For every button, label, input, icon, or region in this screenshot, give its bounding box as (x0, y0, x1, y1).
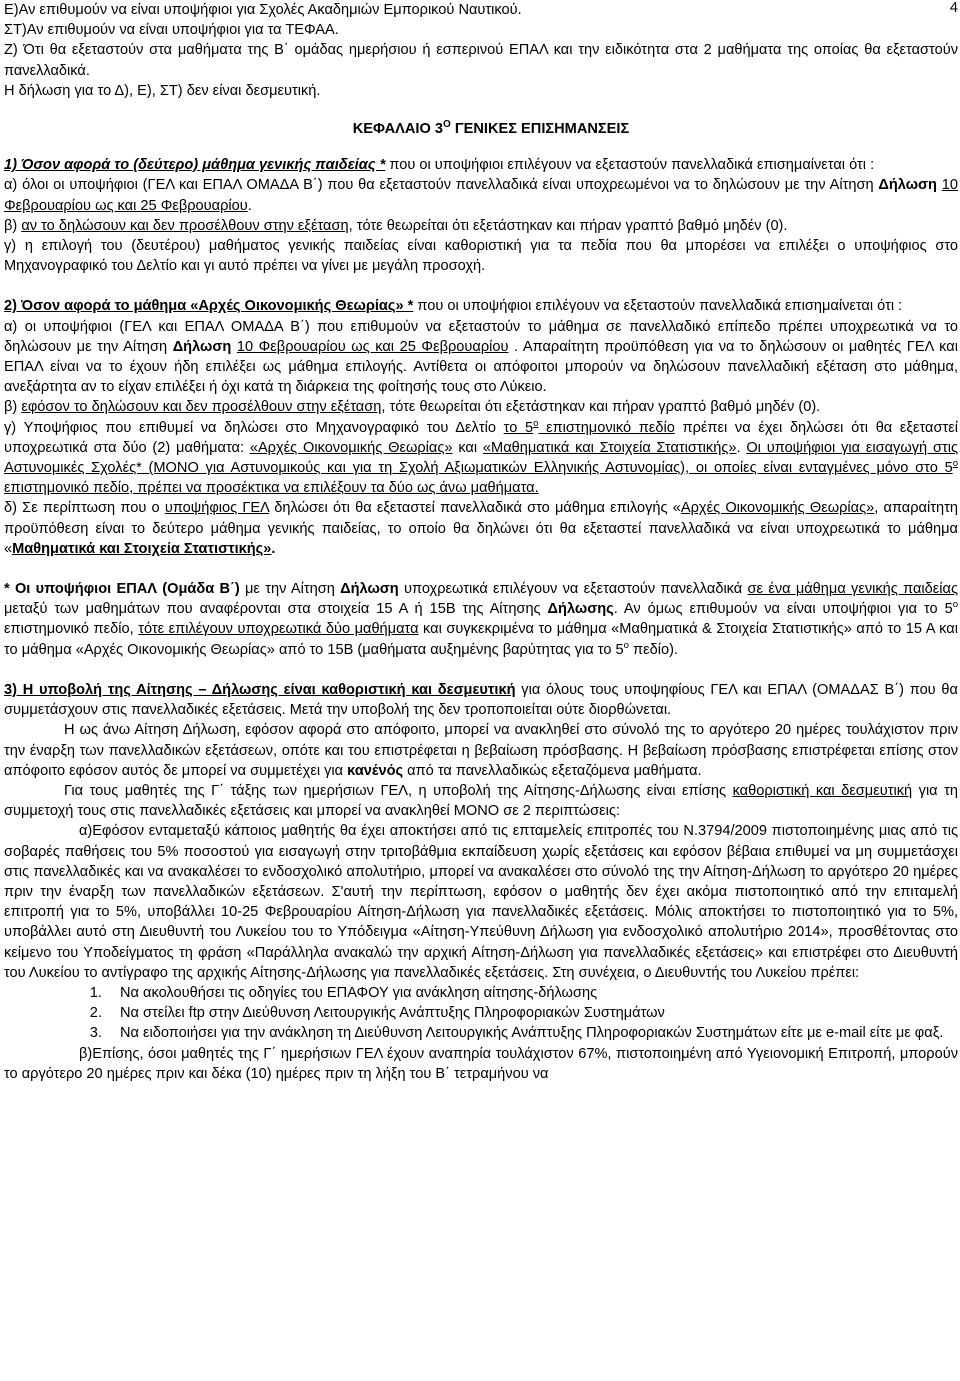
s2-d-end: . (271, 540, 276, 557)
s1-a-dates: 10 Φεβρουαρίου ως και 25 Φεβρουαρίου (4, 177, 958, 214)
list-item: 1. Να ακολουθήσει τις οδηγίες του ΕΠΑΦΟΥ για ανάκληση αίτησης-δήλωσης (106, 983, 958, 1003)
epal-sup2: ο (623, 639, 629, 651)
s1-b-underlined: αν το δηλώσουν και δεν προσέλθουν στην εξέταση (21, 217, 349, 234)
s2-c-u1b: επιστημονικό πεδίο (538, 419, 675, 436)
s2-item-a (4, 317, 958, 398)
epal-b1: * Οι υποψήφιοι ΕΠΑΛ (Ομάδα Β΄) (4, 581, 240, 598)
chapter-heading (4, 119, 958, 139)
s2-c-sup1: ο (533, 417, 539, 429)
document-page (4, 0, 958, 1381)
intro-line-e: Ε)Αν επιθυμούν να είναι υποψήφιοι για Σχολές Ακαδημιών Εμπορικού Ναυτικού. (4, 2, 522, 18)
s2-d-mid2: , απαραίτητη προϋπόθεση είναι το δεύτερο μάθημα γενικής παιδείας, το οποίο θα δηλώνει ότι θα εξεταστεί πανελλαδικά να είναι υποχρεωτικά το μάθημα « (4, 500, 958, 557)
s1-heading-text: 1) Όσον αφορά το (δεύτερο) μάθημα γενικής παιδείας * (4, 157, 386, 174)
s1-a-end: . (247, 197, 252, 214)
s3-paragraph-3: α)Εφόσον ενταμεταξύ κάποιος μαθητής θα έχει αποκτήσει από τις επταμελείς επιτροπές του Ν.3794/2009 πιστοποιημένης μιας από τις σοβαρές παθήσεις του 5% ποσοστού για εισαγωγή στην τριτοβάθμια εκπαίδευση χωρίς εξετάσεις και εφόσον βέβαια επιθυμεί να μη συμμετάσχει στις πανελλαδικές και να ανακαλέσει το ενδοσχολικό απολυτήριο, μπορεί να ανακαλέσει στο σύνολό της την Αίτηση-Δήλωση το αργότερο 20 ημέρες πριν την έναρξη των πανελλαδικών εξετάσεων. Σ'αυτή την περίπτωση, εφόσον ο μαθητής δεν έχει ακόμα πιστοποιητικό από την επιταμελή επιτροπή για το 5%, υποβάλλει 10-25 Φεβρουαρίου Αίτηση-Δήλωση για πανελλαδικές εξετάσεις. Μόλις αποκτήσει το πιστοποιητικό για το 5%, υποβάλλει αυτό στη Διευθυντή του Λυκείου του το Υπόδειγμα «Αίτηση-Υπεύθυνη Δήλωση για ενδοσχολικό απολυτήριο 2014», προσθέτοντας στο κείμενο του Υποδείγματος τη φράση «Παράλληλα ανακαλώ την αρχική Αίτηση-Δήλωση για πανελλαδικές εξετάσεις» και επιστρέφει στο Διευθυντή του Λυκείου το αντίγραφο της αρχικής Αίτησης-Δήλωσης για πανελλαδικές εξετάσεις. Στη συνέχεια, ο Διευθυντής του Λυκείου πρέπει: (4, 823, 958, 981)
list-item: 3. Να ειδοποιήσει για την ανάκληση τη Διεύθυνση Λειτουργικής Ανάπτυξης Πληροφοριακών Συστημάτων είτε με e-mail είτε με φαξ. (106, 1023, 958, 1043)
intro-line-st: ΣΤ)Αν επιθυμούν να είναι υποψήφιοι για τα ΤΕΦΑΑ. (4, 22, 339, 39)
s2-heading (4, 296, 958, 316)
epal-note (4, 579, 958, 660)
epal-t7: πεδίο). (628, 641, 678, 658)
s2-b-underlined: εφόσον το δηλώσουν και δεν προσέλθουν στην εξέταση (21, 399, 382, 416)
s2-a-rest: . Απαραίτητη προϋπόθεση για να το δηλώσουν οι μαθητές ΓΕΛ και ΕΠΑΛ είναι να το έχουν ήδη επιλέξει ως μάθημα επιλογής. Αντίθετα οι απόφοιτοι μπορούν να δηλώσουν πανελλαδική εξέταση στο μάθημα, ανεξάρτητα αν το είχαν επιλέξει ή όχι κατά τη διάρκεια της φοίτησής τους στο Λύκειο. (4, 338, 958, 396)
s1-b-rest: , τότε θεωρείται ότι εξετάστηκαν και πήραν γραπτό βαθμό μηδέν (0). (348, 217, 788, 234)
s3-paragraph-4: β)Επίσης, όσοι μαθητές της Γ΄ ημερήσιων ΓΕΛ έχουν αναπηρία τουλάχιστον 67%, πιστοποιημένη από Υγειονομική Επιτροπή, μπορούν το αργότερο 20 ημέρες πριν και δέκα (10) ημέρες πριν τη λήξη του Β΄ τετραμήνου να (4, 1045, 958, 1082)
s3-p1-text: Η ως άνω Αίτηση Δήλωση, εφόσον αφορά στο απόφοιτο, μπορεί να ανακληθεί στο σύνολό της το αργότερο 20 ημέρες τουλάχιστον πριν την έναρξη των πανελλαδικών εξετάσεων, οπότε και του επιστρέφεται η βεβαίωση πρόσβασης. Η βεβαίωση πρόσβασης επιστρέφεται επίσης στον απόφοιτο εφόσον αυτός δε μπορεί να συμμετέχει για (4, 722, 958, 779)
chapter-prefix: ΚΕΦΑΛΑΙΟ 3 (352, 121, 444, 138)
s3-heading-text: 3) Η υποβολή της Αίτησης – Δήλωσης είναι καθοριστική και δεσμευτική (4, 681, 516, 698)
s2-d-u1: υποψήφιος ΓΕΛ (164, 500, 270, 517)
epal-sup1: ο (952, 599, 958, 611)
chapter-sup: Ο (443, 119, 451, 131)
s1-item-c: γ) η επιλογή του (δευτέρου) μαθήματος γενικής παιδείας είναι καθοριστική για τα πεδία που θα μπορέσει να επιλέξει ο υποψήφιος στο Μηχανογραφικό του Δελτίο και γι αυτό πρέπει να γίνει με μεγάλη προσοχή. (4, 238, 958, 275)
s2-b-pre: β) (4, 399, 22, 416)
epal-t6: και συγκεκριμένα το μάθημα «Μαθηματικά & Στοιχεία Στατιστικής» από το 15 Α και το μάθημα «Αρχές Οικονομικής Θεωρίας» από το 15Β (μαθήματα αυξημένης βαρύτητας για το 5 (4, 621, 958, 658)
s3-heading (4, 680, 958, 720)
s2-c-mid: πρέπει να έχει δηλώσει ότι θα εξεταστεί υποχρεωτικά στα δύο (2) μαθήματα: (4, 419, 958, 456)
s2-d-pre: δ) Σε περίπτωση που ο (4, 500, 165, 517)
s1-heading (4, 155, 958, 175)
s1-a-text: α) όλοι οι υποψήφιοι (ΓΕΛ και ΕΠΑΛ ΟΜΑΔΑ Β΄) που θα εξεταστούν πανελλαδικά είναι υποχρεωμένοι να το δηλώσουν με την Αίτηση (4, 177, 879, 194)
s3-paragraph-2 (4, 781, 958, 821)
s2-item-d (4, 498, 958, 559)
intro-line-z: Ζ) Ότι θα εξεταστούν στα μαθήματα της Β΄ ομάδας ημερήσιου ή εσπερινού ΕΠΑΛ και την ειδικότητα στα 2 μαθήματα της οποίας θα εξεταστούν πανελλαδικά. (4, 42, 958, 79)
s2-item-c (4, 418, 958, 499)
epal-t5: επιστημονικό πεδίο, (4, 621, 139, 638)
s2-c-u3: «Μαθηματικά και Στοιχεία Στατιστικής» (482, 439, 737, 456)
epal-u1: σε ένα μάθημα γενικής παιδείας (747, 581, 958, 598)
s2-a-bold: Δήλωση (172, 338, 232, 355)
s2-a-text: α) οι υποψήφιοι (ΓΕΛ και ΕΠΑΛ ΟΜΑΔΑ Β΄) που επιθυμούν να εξεταστούν το μάθημα σε πανελλαδικό επίπεδο πρέπει υποχρεωτικά να το δηλώσουν με την Αίτηση (4, 318, 958, 355)
s2-c-u4b: επιστημονικό πεδίο, πρέπει να προσέκτικα να επιλέξουν τα δύο ως άνω μαθήματα. (4, 480, 539, 497)
s2-c-dot: . (736, 439, 747, 456)
page-number: 4 (949, 0, 958, 16)
s2-c-u1: το 5 (503, 419, 534, 436)
epal-t2: υποχρεωτικά επιλέγουν να εξεταστούν πανελλαδικά (398, 581, 748, 598)
s3-p2-pre: Για τους μαθητές της Γ΄ τάξης των ημερήσιων ΓΕΛ, η υποβολή της Αίτησης-Δήλωσης είναι επίσης (64, 782, 733, 799)
s2-c-pre: γ) Υποψήφιος που επιθυμεί να δηλώσει στο Μηχανογραφικό του Δελτίο (4, 419, 504, 436)
s3-p2-rest: για τη συμμετοχή τους στις πανελλαδικές εξετάσεις και μπορεί να ανακληθεί ΜΟΝΟ σε 2 περιπτώσεις: (4, 782, 959, 820)
epal-t1: με την Αίτηση (239, 581, 341, 598)
s1-heading-rest: που οι υποψήφιοι επιλέγουν να εξεταστούν πανελλαδικά επισημαίνεται ότι : (385, 157, 875, 174)
intro-note: Η δήλωση για το Δ), Ε), ΣΤ) δεν είναι δεσμευτική. (4, 82, 321, 99)
s2-d-bold-underlined: Μαθηματικά και Στοιχεία Στατιστικής» (12, 540, 272, 557)
s3-paragraph-1 (4, 720, 958, 781)
s3-heading-rest: για όλους τους υποψηφίους ΓΕΛ και ΕΠΑΛ (ΟΜΑΔΑΣ Β΄) που θα συμμετάσχουν στις πανελλαδικές εξετάσεις. Μετά την υποβολή της δεν τροποποιείται ούτε διορθώνεται. (4, 681, 958, 719)
s2-d-mid: δηλώσει ότι θα εξεταστεί πανελλαδικά στο μάθημα επιλογής « (269, 500, 681, 517)
s2-c-u2: «Αρχές Οικονομικής Θεωρίας» (249, 439, 453, 456)
s2-c-sup2: ο (952, 458, 958, 470)
s3-p1-bold: κανένός (347, 762, 404, 779)
chapter-title: ΓΕΝΙΚΕΣ ΕΠΙΣΗΜΑΝΣΕΙΣ (454, 121, 630, 138)
s3-p1-end: από τα πανελλαδικώς εξεταζόμενα μαθήματα. (403, 762, 702, 779)
s1-item-b (4, 216, 958, 236)
s1-b-pre: β) (4, 217, 22, 234)
epal-t4: . Αν όμως επιθυμούν να είναι υποψήφιοι για το 5 (613, 601, 953, 618)
s2-item-b (4, 397, 958, 417)
list-item: 2. Να στείλει ftp στην Διεύθυνση Λειτουργικής Ανάπτυξης Πληροφοριακών Συστημάτων (106, 1003, 958, 1023)
s1-a-bold: Δήλωση (878, 177, 937, 194)
s2-d-u2: Αρχές Οικονομικής Θεωρίας» (680, 500, 875, 517)
epal-b3: Δήλωσης (547, 601, 614, 618)
epal-b2: Δήλωση (340, 581, 399, 598)
director-steps-list (4, 983, 958, 1044)
epal-t3: μεταξύ των μαθημάτων που αναφέρονται στα στοιχεία 15 Α ή 15Β της Αίτησης (4, 601, 548, 618)
s2-b-rest: , τότε θεωρείται ότι εξετάστηκαν και πήραν γραπτό βαθμό μηδέν (0). (381, 399, 821, 416)
s2-c-u4: Οι υποψήφιοι για εισαγωγή στις Αστυνομικές Σχολές* (ΜΟΝΟ για Αστυνομικούς και για τη Σχολή Αξιωματικών Ελληνικής Αστυνομίας), οι οποίες είναι ενταγμένες μόνο στο 5 (4, 439, 958, 477)
s1-item-a (4, 175, 958, 215)
s2-a-dates: 10 Φεβρουαρίου ως και 25 Φεβρουαρίου (236, 338, 509, 355)
epal-u2: τότε επιλέγουν υποχρεωτικά δύο μαθήματα (138, 621, 419, 638)
s2-heading-rest: που οι υποψήφιοι επιλέγουν να εξεταστούν πανελλαδικά επισημαίνεται ότι : (413, 298, 903, 315)
s2-heading-text: 2) Όσον αφορά το μάθημα «Αρχές Οικονομικής Θεωρίας» * (4, 298, 414, 315)
s2-c-and: και (452, 439, 483, 456)
s3-p2-underlined: καθοριστική και δεσμευτική (732, 782, 913, 799)
